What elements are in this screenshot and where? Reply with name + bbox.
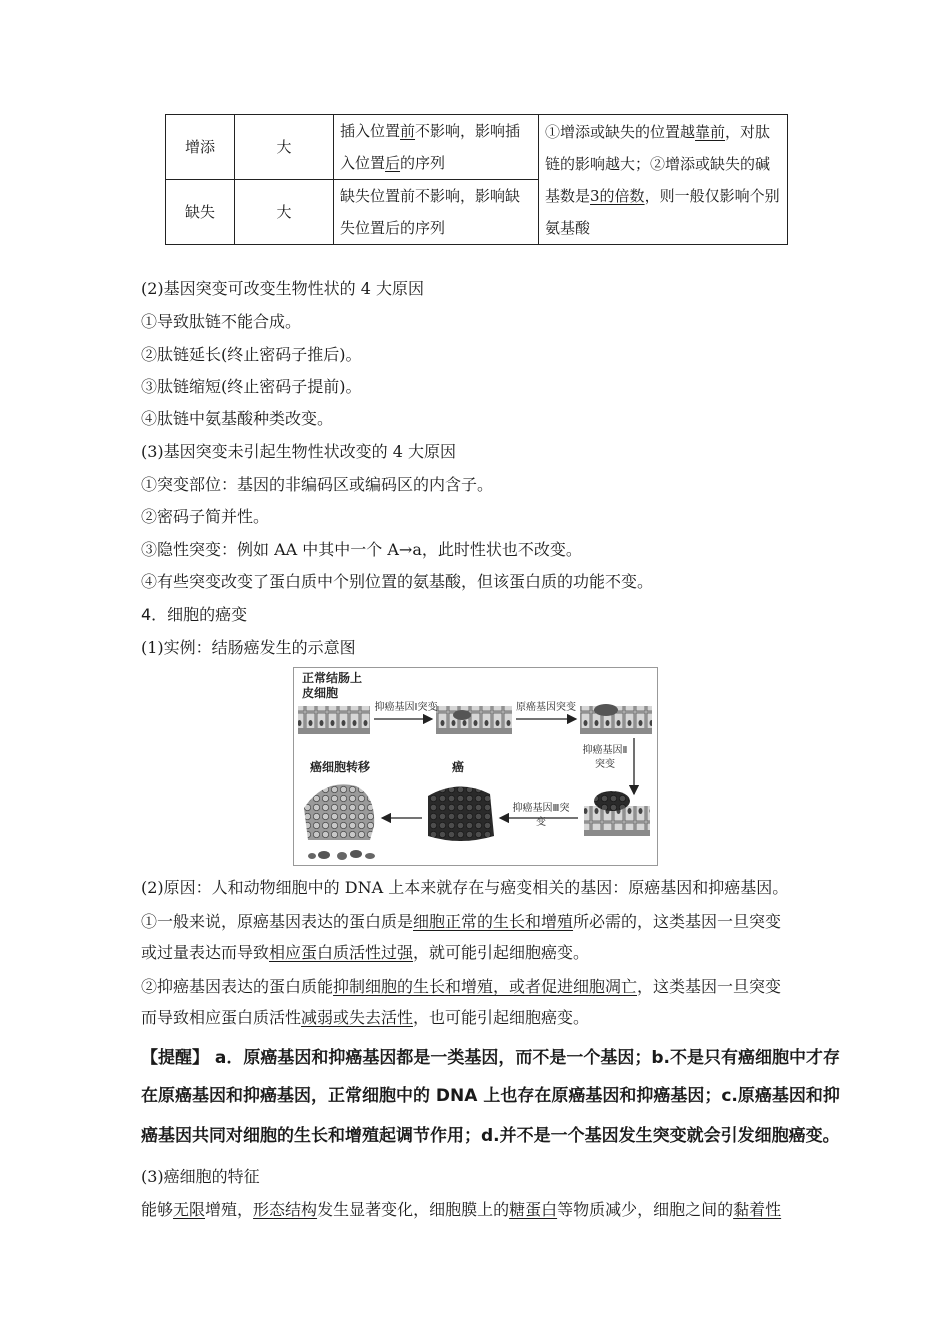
table-cell-impact: 大 (235, 115, 334, 180)
list-item: ①突变部位：基因的非编码区或编码区的内含子。 (141, 475, 494, 494)
table-cell-type: 缺失 (166, 180, 235, 245)
list-item: ④有些突变改变了蛋白质中个别位置的氨基酸，但该蛋白质的功能不变。 (141, 572, 654, 591)
step3-label: 抑癌基因Ⅱ突变 (582, 745, 628, 770)
list-item: ②肽链延长(终止密码子推后)。 (141, 345, 362, 364)
tip-line-2: 在原癌基因和抑癌基因，正常细胞中的 DNA 上也存在原癌基因和抑癌基因；c.原癌基因和抑 (141, 1086, 840, 1106)
step4-label: 抑癌基因Ⅲ突变 (512, 803, 570, 828)
section-heading: 4．细胞的癌变 (141, 605, 248, 624)
tip-label: 【提醒】 (141, 1048, 209, 1068)
cancer-tumor (428, 786, 494, 841)
stage-2-epithelium (436, 706, 512, 728)
section-title: (2)基因突变可改变生物性状的 4 大原因 (141, 279, 425, 298)
features-line: 能够无限增殖，形态结构发生显著变化，细胞膜上的糖蛋白等物质减少，细胞之间的黏着性 (141, 1200, 782, 1219)
normal-epithelium (298, 706, 370, 728)
list-item: ②密码子简并性。 (141, 507, 270, 526)
cause-paragraph-2: ②抑癌基因表达的蛋白质能抑制细胞的生长和增殖，或者促进细胞凋亡，这类基因一旦突变 (141, 977, 782, 996)
list-item: ③隐性突变：例如 AA 中其中一个 A→a，此时性状也不改变。 (141, 540, 582, 559)
list-item: ④肽链中氨基酸种类改变。 (141, 409, 334, 428)
section-title: (3)基因突变未引起生物性状改变的 4 大原因 (141, 442, 457, 461)
table-cell-effect: 插入位置前不影响，影响插入位置后的序列 (334, 115, 539, 180)
section-title: (3)癌细胞的特征 (141, 1167, 260, 1186)
cause-paragraph-1b: 或过量表达而导致相应蛋白质活性过强，就可能引起细胞癌变。 (141, 943, 590, 962)
cause-paragraph-1: ①一般来说，原癌基因表达的蛋白质是细胞正常的生长和增殖所必需的，这类基因一旦突变 (141, 912, 782, 931)
list-item: ①导致肽链不能合成。 (141, 312, 302, 331)
step2-label: 原癌基因突变 (516, 702, 576, 713)
step1-label: 抑癌基因Ⅰ突变 (374, 702, 438, 713)
cancer-label: 癌 (452, 760, 465, 774)
tip-line-1: 【提醒】 a．原癌基因和抑癌基因都是一类基因，而不是一个基因；b.不是只有癌细胞中才存 (141, 1048, 841, 1068)
table-cell-effect: 缺失位置前不影响，影响缺失位置后的序列 (334, 180, 539, 245)
metastasis-label: 癌细胞转移 (310, 760, 371, 774)
table-cell-type: 增添 (166, 115, 235, 180)
list-item: ③肽链缩短(终止密码子提前)。 (141, 377, 362, 396)
tip-line-3: 癌基因共同对细胞的生长和增殖起调节作用；d.并不是一个基因发生突变就会引发细胞癌变。 (141, 1126, 840, 1146)
cause-line: (2)原因：人和动物细胞中的 DNA 上本来就存在与癌变相关的基因：原癌基因和抑癌基因。 (141, 878, 789, 897)
colon-cancer-diagram (293, 667, 658, 866)
table-row (166, 115, 788, 180)
mutation-table (165, 114, 788, 245)
section-title: (1)实例：结肠癌发生的示意图 (141, 638, 356, 657)
metastasis-cells (304, 784, 374, 840)
table-cell-note: ①增添或缺失的位置越靠前，对肽链的影响越大；②增添或缺失的碱基数是3的倍数，则一般仅影响个别氨基酸 (539, 115, 788, 245)
normal-cells-label: 正常结肠上皮细胞 (302, 671, 363, 700)
cause-paragraph-2b: 而导致相应蛋白质活性减弱或失去活性，也可能引起细胞癌变。 (141, 1008, 590, 1027)
table-cell-impact: 大 (235, 180, 334, 245)
